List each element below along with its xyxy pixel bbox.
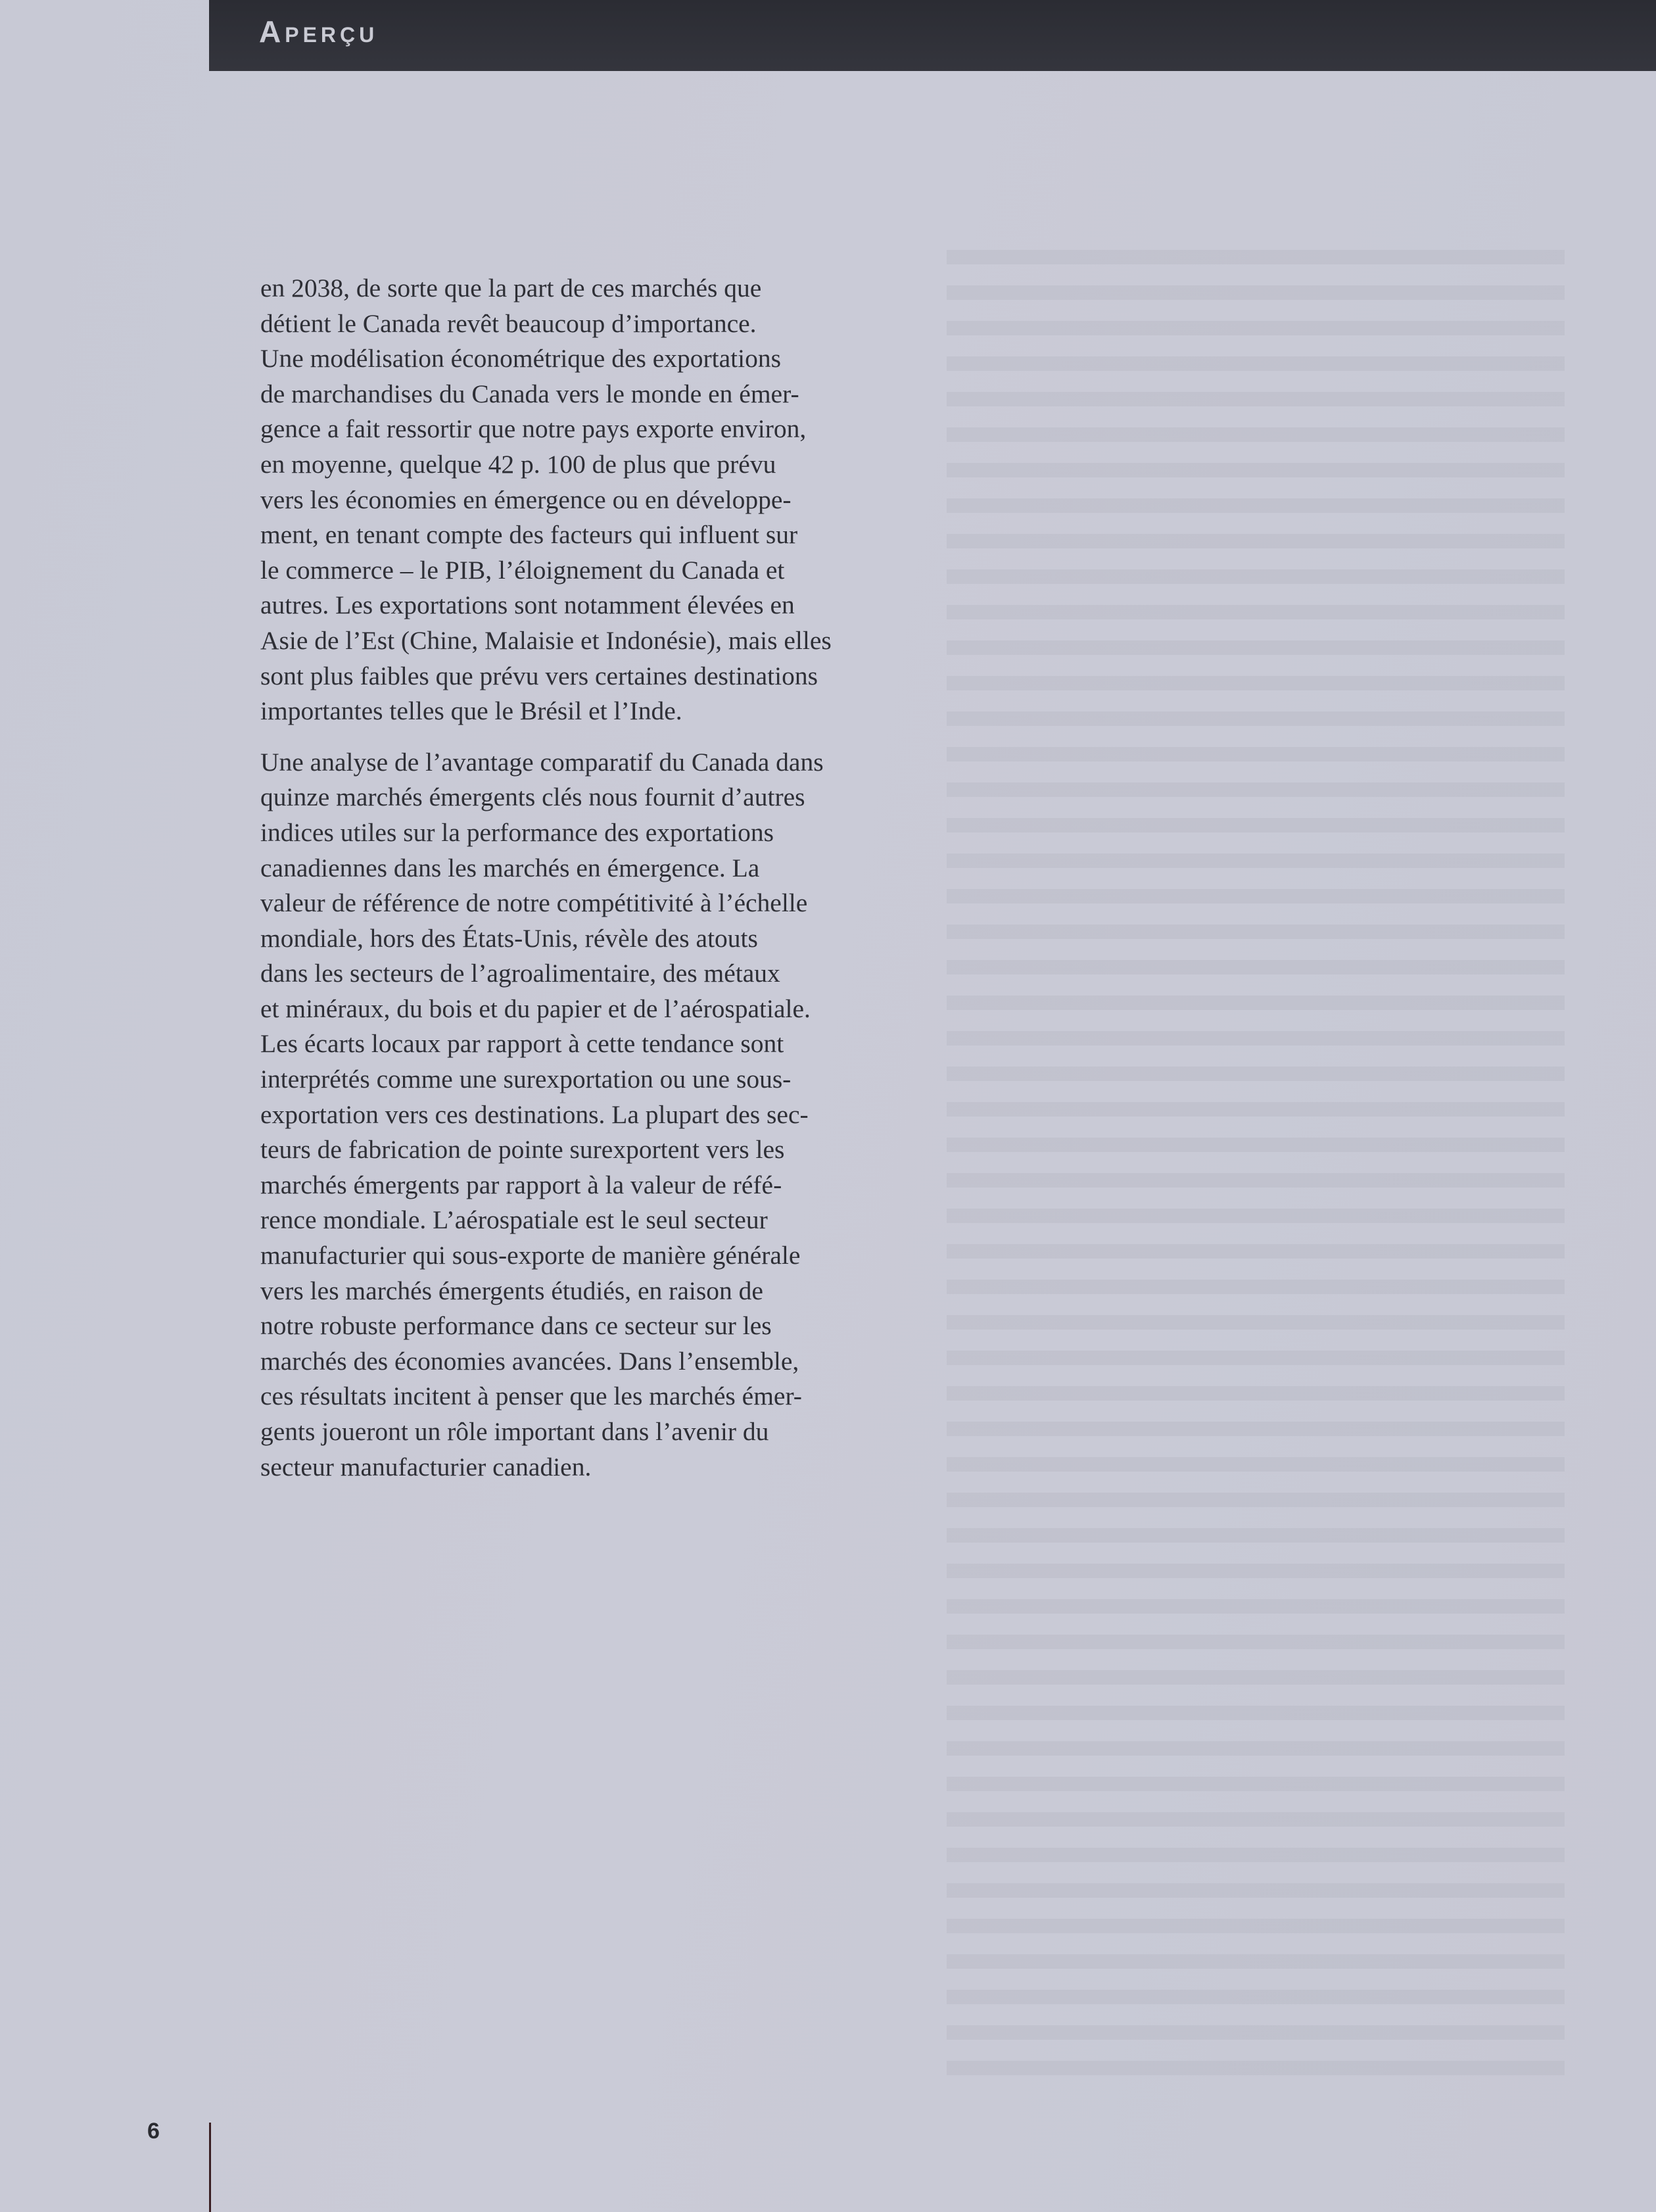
margin-rule (209, 2123, 211, 2212)
paragraph-1: en 2038, de sorte que la part de ces marchés que détient le Canada revêt beaucoup d’importance. Une modélisation économétrique des exportations de marchandises du Canada vers le monde en émer- gence a fait ressortir que notre pays exporte environ, en moyenne, quelque 42 p. 100 de plus que prévu vers les économies en émergence ou en développe- ment, en tenant compte des facteurs qui influent sur le commerce – le PIB, l’éloignement du Canada et autres. Les exportations sont notamment élevées en Asie de l’Est (Chine, Malaisie et Indonésie), mais elles sont plus faibles que prévu vers certaines destinations importantes telles que le Brésil et l’Inde. (260, 274, 832, 726)
bleed-through-texture (947, 250, 1565, 2091)
section-header-bar (209, 0, 1656, 71)
paragraph-2: Une analyse de l’avantage comparatif du Canada dans quinze marchés émergents clés nous fournit d’autres indices utiles sur la performance des exportations canadiennes dans les marchés en émergence. La valeur de référence de notre compétitivité à l’échelle mondiale, hors des États-Unis, révèle des atouts dans les secteurs de l’agroalimentaire, des métaux et minéraux, du bois et du papier et de l’aérospatiale. Les écarts locaux par rapport à cette tendance sont interprétés comme une surexportation ou une sous- exportation vers ces destinations. La plupart des sec- teurs de fabrication de pointe surexportent vers les marchés émergents par rapport à la valeur de réfé- rence mondiale. L’aérospatiale est le seul secteur manufacturier qui sous-exporte de manière générale vers les marchés émergents étudiés, en raison de notre robuste performance dans ce secteur sur les marchés des économies avancées. Dans l’ensemble, ces résultats incitent à penser que les marchés émer- gents joueront un rôle important dans l’avenir du secteur manufacturier canadien. (260, 747, 824, 1481)
body-text-column (260, 271, 891, 1501)
page-number: 6 (147, 2119, 160, 2144)
section-title: Aperçu (259, 14, 379, 49)
